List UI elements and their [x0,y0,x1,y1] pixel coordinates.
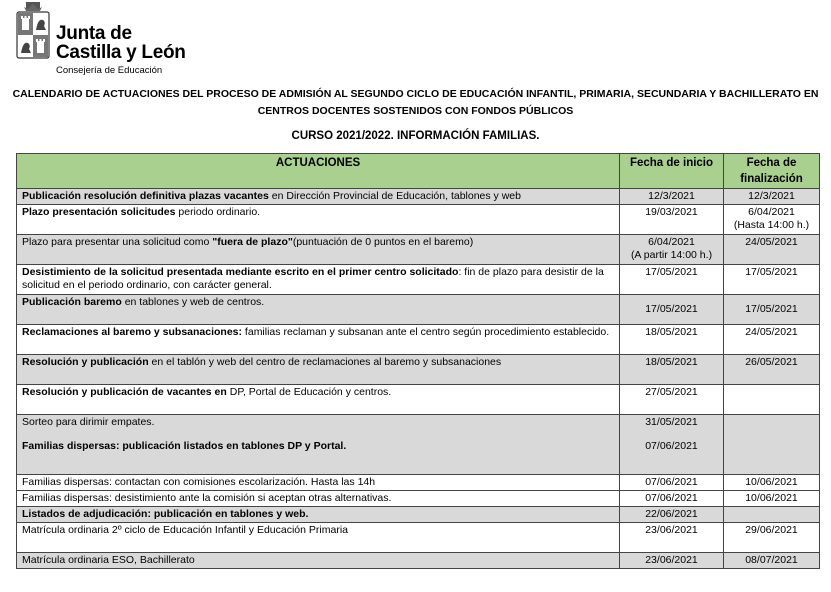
row-action-text: Sorteo para dirimir empates. [22,416,155,428]
title-line-1: CALENDARIO DE ACTUACIONES DEL PROCESO DE ADMISIÓN AL SEGUNDO CICLO DE EDUCACIÓN INFANTIL, PRIMARIA, SECUNDARIA Y BACHILLERATO EN [12,88,819,100]
title-line-2: CENTROS DOCENTES SOSTENIDOS CON FONDOS PÚBLICOS [257,105,574,117]
logo-text-junta: Junta de [56,23,132,44]
table-row [17,295,820,325]
row-end-date [724,385,820,415]
row-action [17,189,620,205]
row-end-date: 10/06/2021 [724,475,820,491]
table-row [17,265,820,295]
row-end-date [724,205,820,235]
row-start-date: 19/03/2021 [620,205,724,235]
row-action-text: periodo ordinario. [175,206,261,218]
row-action-text: Familias dispersas: contactan con comisiones escolarización. Hasta las 14h [22,476,376,488]
row-end-date: 26/05/2021 [724,355,820,385]
row-end-date: 12/3/2021 [724,189,820,205]
table-header-row [17,154,820,189]
row-action [17,295,620,325]
row-action [17,491,620,507]
row-action-bold: Resolución y publicación de vacantes en [22,386,227,398]
header-actuaciones: ACTUACIONES [17,154,620,189]
row-action-bold: Resolución y publicación [22,356,149,368]
row-action-bold: Listados de adjudicación: publicación en tablones y web. [22,508,309,520]
row-end-date: 17/05/2021 [724,265,820,295]
row-action-bold: Plazo presentación solicitudes [22,206,176,218]
table-row [17,475,820,491]
row-start-date: 27/05/2021 [620,385,724,415]
header-start-date: Fecha de inicio [620,154,724,189]
start-date-value-2: 07/06/2021 [645,440,698,452]
table-row [17,189,820,205]
row-start-date: 22/06/2021 [620,507,724,523]
row-action-text: : fin de plazo para desistir de la solicitud en el periodo ordinario, con carácter general. [22,266,604,291]
row-action [17,553,620,569]
table-row [17,553,820,569]
row-start-date [620,415,724,475]
row-action [17,265,620,295]
header-end-date: Fecha de finalización [724,154,820,189]
row-end-date: 17/05/2021 [724,295,820,325]
row-start-date: 17/05/2021 [620,265,724,295]
row-start-date: 17/05/2021 [620,295,724,325]
row-action [17,235,620,265]
row-action [17,385,620,415]
logo-text-region: Castilla y León [56,42,186,63]
table-row [17,491,820,507]
logo-subtitle: Consejería de Educación [56,65,163,76]
row-start-date: 18/05/2021 [620,325,724,355]
row-action-text: Matrícula ordinaria ESO, Bachillerato [22,554,195,566]
table-row [17,235,820,265]
table-row [17,415,820,475]
row-action-bold: Desistimiento de la solicitud presentada mediante escrito en el primer centro solicitado [22,266,459,278]
row-start-date: 23/06/2021 [620,523,724,553]
table-row [17,325,820,355]
row-end-date: 24/05/2021 [724,235,820,265]
document-title [10,86,821,120]
row-action-text: familias reclaman y subsanan ante el centro según procedimiento establecido. [242,326,610,338]
coat-of-arms-icon [16,2,50,62]
row-action [17,475,620,491]
row-action [17,507,620,523]
row-action [17,415,620,475]
end-date-value: 6/04/2021 [748,206,795,218]
row-start-date: 07/06/2021 [620,475,724,491]
row-action-text: en Dirección Provincial de Educación, tablones y web [268,190,521,202]
row-action-text-2: (puntuación de 0 puntos en el baremo) [292,236,474,248]
row-action [17,523,620,553]
row-action [17,325,620,355]
table-row [17,507,820,523]
row-action-bold: Publicación baremo [22,296,122,308]
start-date-value: 31/05/2021 [645,416,698,428]
row-action [17,355,620,385]
row-action-bold: Familias dispersas: publicación listados en tablones DP y Portal. [22,440,347,452]
row-action-text: DP, Portal de Educación y centros. [226,386,392,398]
row-action-bold: Publicación resolución definitiva plazas vacantes [22,190,269,202]
row-end-date: 24/05/2021 [724,325,820,355]
row-action-bold: Reclamaciones al baremo y subsanaciones: [22,326,243,338]
row-end-date: 08/07/2021 [724,553,820,569]
row-action-text: en el tablón y web del centro de reclamaciones al baremo y subsanaciones [148,356,502,368]
table-row [17,523,820,553]
row-action-bold: "fuera de plazo" [212,236,293,248]
course-heading: CURSO 2021/2022. INFORMACIÓN FAMILIAS. [291,130,540,142]
row-start-date: 12/3/2021 [620,189,724,205]
row-start-date [620,235,724,265]
row-end-date: 10/06/2021 [724,491,820,507]
end-date-note: (Hasta 14:00 h.) [733,219,810,231]
row-action-text: Familias dispersas: desistimiento ante la comisión si aceptan otras alternativas. [22,492,392,504]
row-end-date: 29/06/2021 [724,523,820,553]
row-start-date: 23/06/2021 [620,553,724,569]
row-action-text: Plazo para presentar una solicitud como [22,236,213,248]
row-action-text: Matrícula ordinaria 2º ciclo de Educación Infantil y Educación Primaria [22,524,348,536]
row-start-date: 18/05/2021 [620,355,724,385]
table-row [17,355,820,385]
start-date-value: 6/04/2021 [648,236,695,248]
row-end-date [724,415,820,475]
row-action-text: en tablones y web de centros. [121,296,265,308]
junta-logo [16,2,236,78]
table-row [17,385,820,415]
calendar-table [16,153,820,569]
row-action [17,205,620,235]
row-start-date: 07/06/2021 [620,491,724,507]
start-date-note: (A partir 14:00 h.) [630,249,713,261]
table-row [17,205,820,235]
row-end-date [724,507,820,523]
